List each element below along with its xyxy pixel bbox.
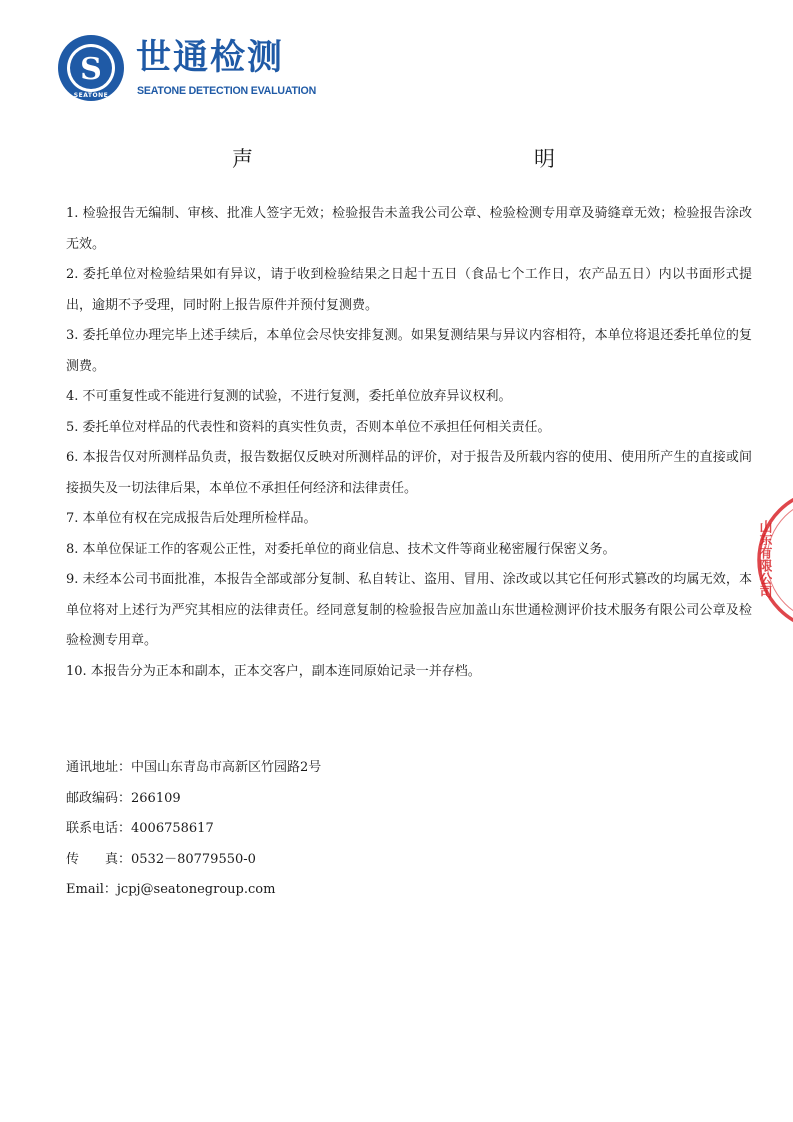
company-logo — [56, 33, 316, 103]
logo-letter: S — [80, 52, 102, 87]
brand-name-cn: 世通检测 — [136, 38, 285, 78]
contact-fax: 传 真：0532－80779550-0 — [66, 851, 256, 867]
declaration-clauses — [66, 199, 752, 687]
seal-text: 山东有限公司 — [756, 520, 772, 598]
brand-name-en: SEATONE DETECTION EVALUATION — [137, 85, 317, 97]
clause-9: 9. 未经本公司书面批准，本报告全部或部分复制、私自转让、盗用、冒用、涂改或以其它任何形式篡改的均属无效，本单位将对上述行为严究其相应的法律责任。经同意复制的检验报告应加盖山东世通检测评价技术服务有限公司公章及检验检测专用章。 — [66, 572, 752, 648]
clause-4: 4. 不可重复性或不能进行复测的试验，不进行复测，委托单位放弃异议权利。 — [66, 389, 512, 404]
declaration-title-char-1: 声 — [232, 147, 253, 171]
contact-address: 通讯地址：中国山东青岛市高新区竹园路2号 — [66, 760, 322, 775]
seatone-logo-icon — [56, 33, 126, 103]
clause-1: 1. 检验报告无编制、审核、批准人签字无效；检验报告未盖我公司公章、检验检测专用章及骑缝章无效；检验报告涂改无效。 — [66, 206, 752, 252]
clause-3: 3. 委托单位办理完毕上述手续后，本单位会尽快安排复测。如果复测结果与异议内容相符，本单位将退还委托单位的复测费。 — [66, 328, 752, 374]
contact-postcode: 邮政编码：266109 — [66, 790, 181, 806]
clause-7: 7. 本单位有权在完成报告后处理所检样品。 — [66, 511, 317, 526]
clause-10: 10. 本报告分为正本和副本，正本交客户，副本连同原始记录一并存档。 — [66, 663, 481, 679]
declaration-title — [0, 143, 793, 173]
company-seal-stamp — [754, 490, 793, 630]
contact-info — [66, 753, 566, 906]
clause-2: 2. 委托单位对检验结果如有异议，请于收到检验结果之日起十五日（食品七个工作日，农产品五日）内以书面形式提出，逾期不予受理，同时附上报告原件并预付复测费。 — [66, 267, 752, 313]
logo-ring-text: SEATONE — [73, 92, 109, 99]
contact-email: Email：jcpj@seatonegroup.com — [66, 882, 276, 897]
clause-6: 6. 本报告仅对所测样品负责，报告数据仅反映对所测样品的评价，对于报告及所载内容的使用、使用所产生的直接或间接损失及一切法律后果，本单位不承担任何经济和法律责任。 — [66, 450, 752, 496]
contact-phone: 联系电话：4006758617 — [66, 821, 214, 836]
clause-5: 5. 委托单位对样品的代表性和资料的真实性负责，否则本单位不承担任何相关责任。 — [66, 419, 551, 435]
clause-8: 8. 本单位保证工作的客观公正性，对委托单位的商业信息、技术文件等商业秘密履行保密义务。 — [66, 541, 616, 557]
declaration-title-char-2: 明 — [534, 147, 555, 171]
